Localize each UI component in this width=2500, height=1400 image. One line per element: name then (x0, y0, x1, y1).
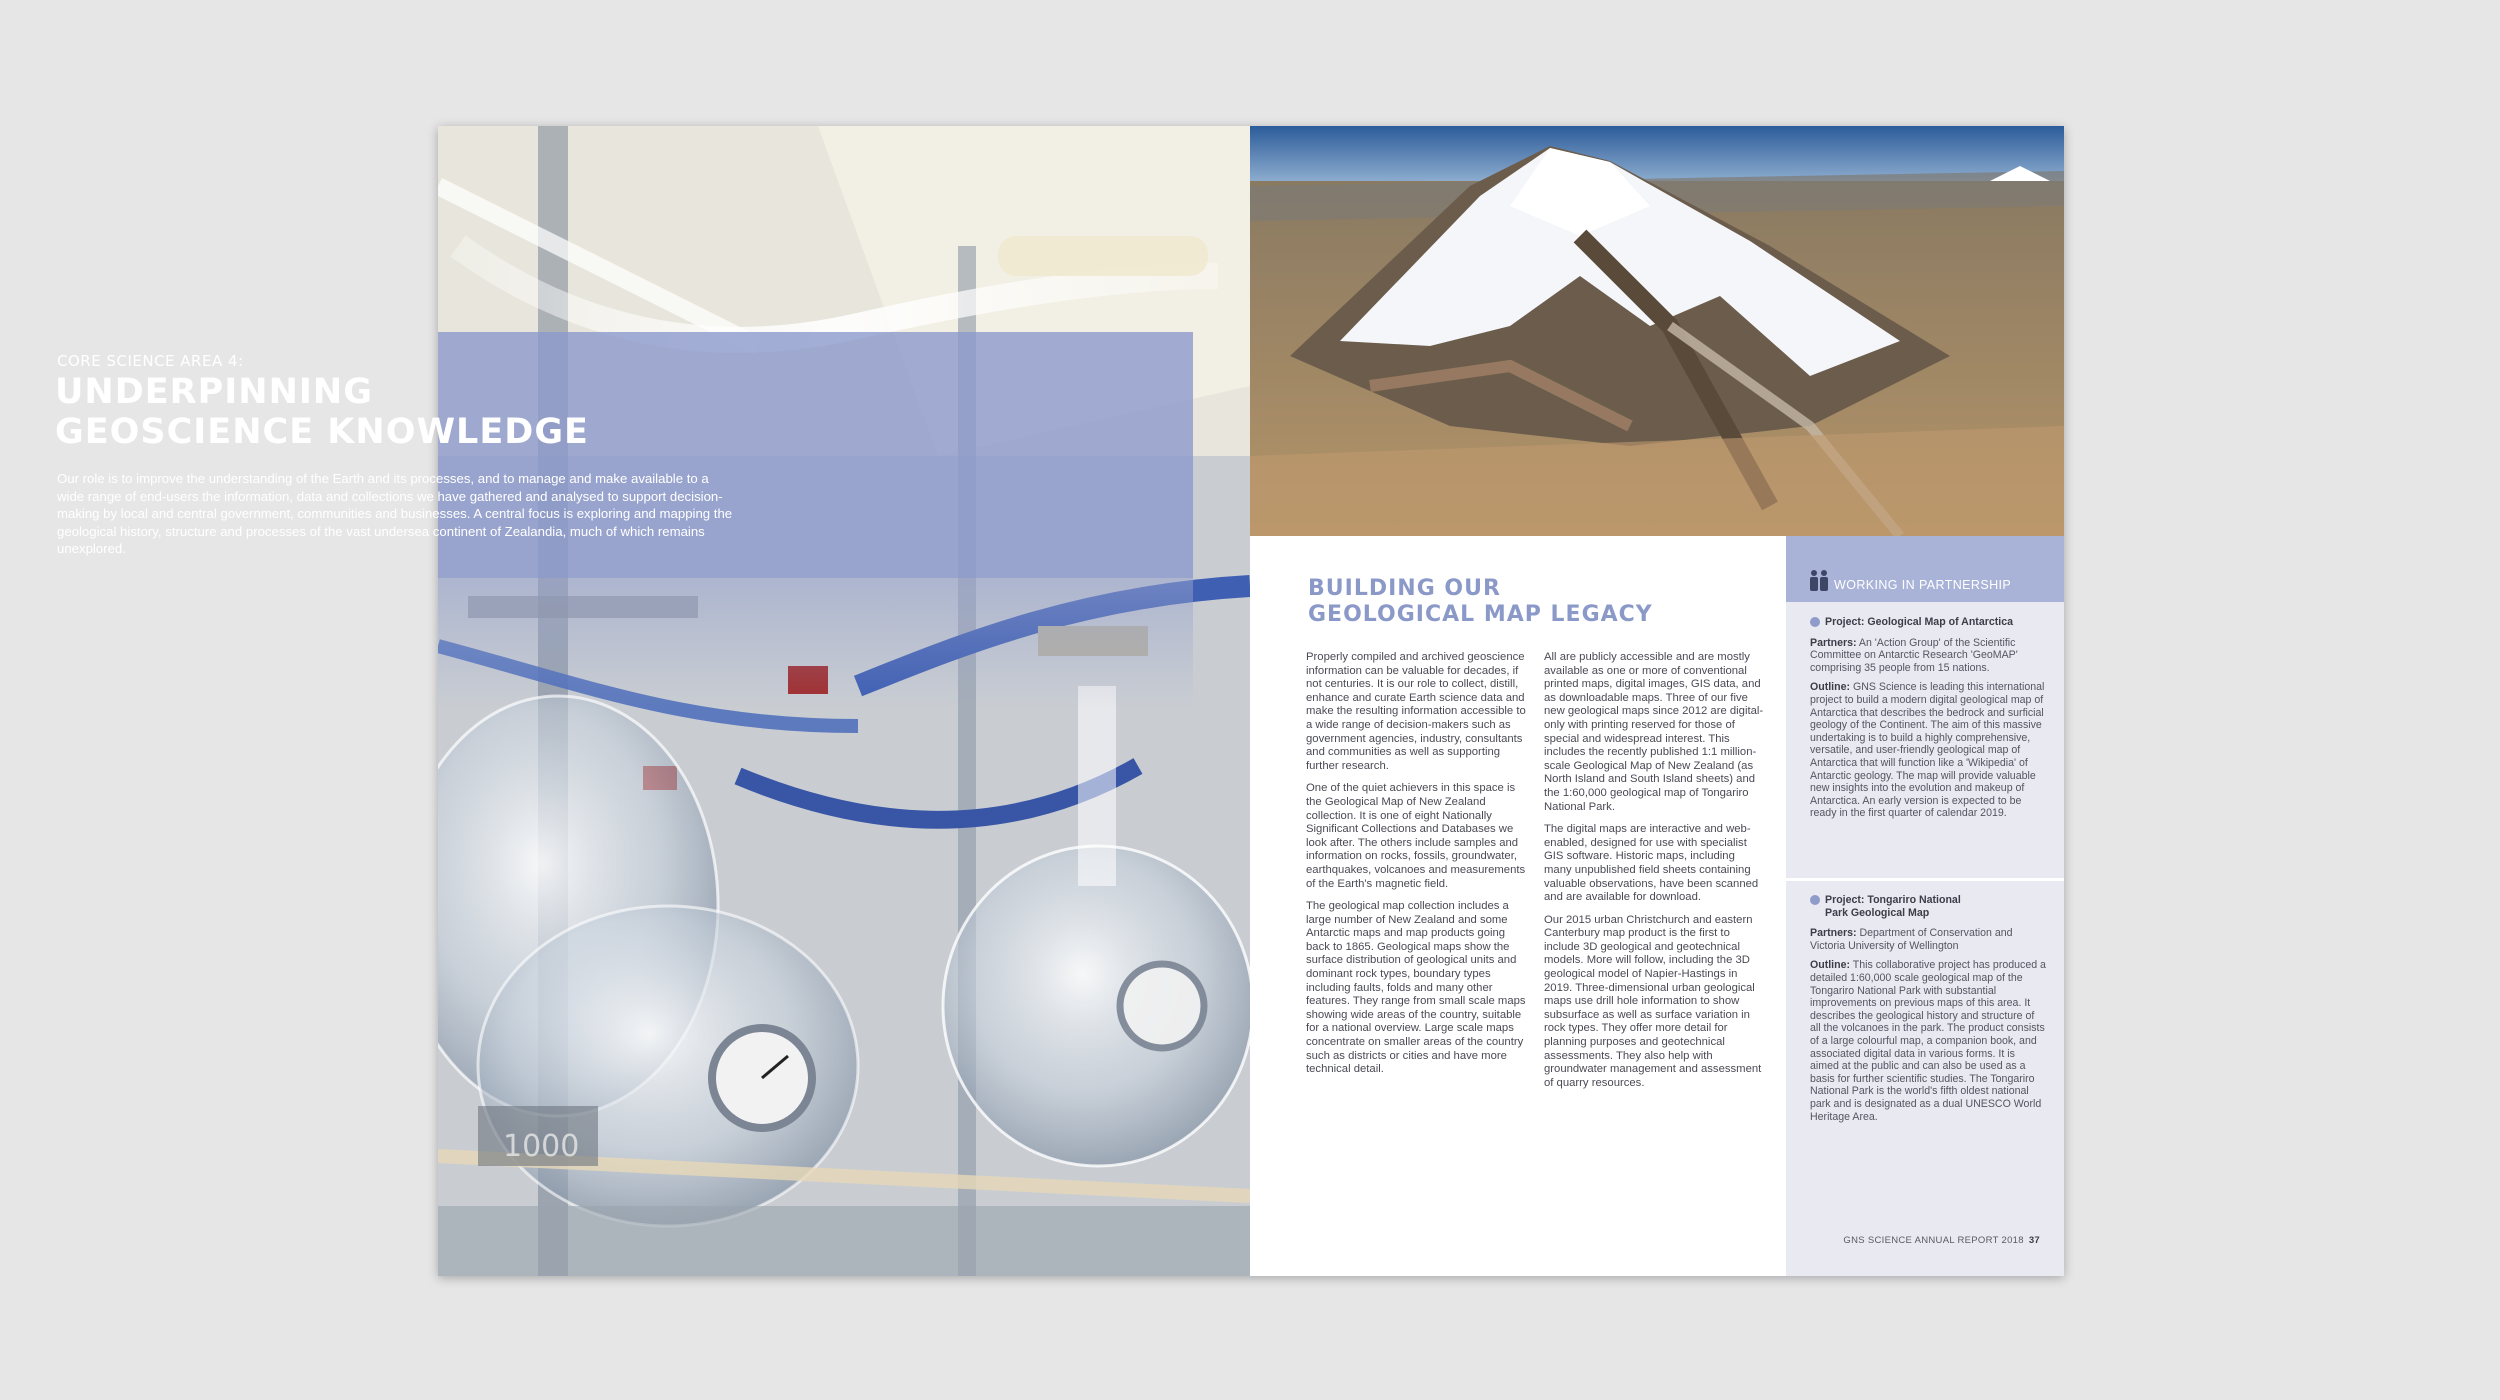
section-eyebrow: CORE SCIENCE AREA 4: (57, 352, 244, 370)
right-page (1250, 126, 2064, 1276)
project-partners (1810, 637, 2046, 675)
project-title-text: Project: Geological Map of Antarctica (1825, 616, 2013, 628)
page-title (55, 372, 735, 452)
outline-text: This collaborative project has produced a detailed 1:60,000 scale geological map of the Tongariro National Park with substantial improvements on previous maps of this area. It describes the geological history and structure of all the volcanoes in the park. The product consists of a large colourful map, a companion book, and associated digital data in various forms. It is aimed at the public and can also be used as a basis for further scientific studies. The Tongariro National Park is the world's fifth oldest national park and is designated as a dual UNESCO World Heritage Area. (1810, 959, 2046, 1123)
project-title (1810, 616, 2046, 629)
project-outline (1810, 681, 2046, 820)
section-heading-line: BUILDING OUR (1308, 576, 1501, 601)
project-partners (1810, 927, 2046, 952)
partners-label: Partners: (1810, 636, 1857, 649)
paragraph: Our 2015 urban Christchurch and eastern Canterbury map product is the first to include 3D geological and geotechnical models. More will follow, including the 3D geological model of Napier-Hastings in 2019. Three-dimensional urban geological maps use drill hole information to show subsurface as well as surface variation in rock types. They offer more detail for planning purposes and geotechnical assessments. They also help with groundwater management and assessment of quarry resources. (1544, 913, 1762, 1089)
project-title-line: Project: Tongariro National (1825, 894, 1961, 906)
footer-report-title: GNS SCIENCE ANNUAL REPORT 2018 (1843, 1235, 2024, 1246)
page-number: 37 (2028, 1235, 2040, 1246)
project-block-antarctica (1810, 616, 2046, 827)
page-title-line: UNDERPINNING (55, 372, 373, 412)
volcano-aerial-photo (1250, 126, 2064, 536)
paragraph: All are publicly accessible and are mostly available as one or more of conventional printed maps, digital images, GIS data, and as downloadable maps. Three of our five new geological maps since 2012 are digital-only with printing reserved for those of special and widespread interest. This includes the recently published 1:1 million-scale Geological Map of New Zealand (as North Island and South Island sheets) and the 1:60,000 geological map of Tongariro National Park. (1544, 651, 1764, 813)
project-block-tongariro (1810, 894, 2046, 1130)
paragraph: Properly compiled and archived geoscience information can be valuable for decades, if not centuries. It is our role to collect, distill, enhance and curate Earth science data and make the resulting information accessible to a wide range of decision-makers such as government agencies, industry, consultants and communities as well as supporting further research. (1306, 651, 1526, 772)
page-footer (1843, 1235, 2040, 1246)
paragraph: The geological map collection includes a large number of New Zealand and some Antarctic maps and map products going back to 1865. Geological maps show the surface distribution of geological units and dominant rock types, boundary types including faults, folds and many other features. They range from small scale maps showing wide areas of the country, suitable for a national overview. Large scale maps concentrate on smaller areas of the country such as districts or cities and have more technical detail. (1306, 900, 1526, 1076)
magazine-spread (438, 126, 2064, 1276)
sidebar-divider (1786, 878, 2064, 881)
partners-text: An 'Action Group' of the Scientific Committee on Antarctic Research 'GeoMAP' comprising 35 people from 15 nations. (1810, 636, 2018, 674)
partners-text: Department of Conservation and Victoria University of Wellington (1810, 927, 2013, 952)
intro-strip (438, 578, 1193, 708)
bullet-icon (1810, 895, 1820, 905)
body-column-1 (1306, 651, 1526, 1086)
paragraph: One of the quiet achievers in this space is the Geological Map of New Zealand collection. It is one of eight Nationally Significant Collections and Databases we look after. The others include samples and information on rocks, fossils, groundwater, earthquakes, volcanoes and measurements of the Earth's magnetic field. (1306, 782, 1526, 890)
body-column-2 (1544, 651, 1764, 1099)
beaker-label-text: 1000 (503, 1129, 580, 1164)
page-title-line: GEOSCIENCE KNOWLEDGE (55, 412, 589, 452)
paragraph: The digital maps are interactive and web-enabled, designed for use with specialist GIS software. Historic maps, including many unpublished field sheets containing valuable observations, have been scanned and are available for download. (1544, 823, 1759, 904)
section-heading (1308, 576, 1748, 628)
sidebar-header (1786, 536, 2064, 602)
left-page (438, 126, 1250, 1276)
outline-text: GNS Science is leading this international project to build a modern digital geological map of Antarctica that describes the bedrock and surficial geology of the Continent. The aim of this massive undertaking is to build a highly comprehensive, versatile, and user-friendly geological map of Antarctica that will function like a 'Wikipedia' of Antarctic geology. The map will provide valuable new insights into the evolution and makeup of Antarctica. An early version is expected to be ready in the first quarter of calendar 2019. (1810, 681, 2045, 820)
sidebar-header-label: WORKING IN PARTNERSHIP (1834, 578, 2012, 592)
people-icon (1808, 569, 1830, 591)
outline-label: Outline: (1810, 959, 1851, 972)
section-heading-line: GEOLOGICAL MAP LEGACY (1308, 602, 1653, 627)
project-title-text (1825, 894, 1961, 919)
project-title-line: Park Geological Map (1825, 906, 1930, 919)
outline-label: Outline: (1810, 681, 1851, 694)
bullet-icon (1810, 617, 1820, 627)
intro-paragraph: Our role is to improve the understanding of the Earth and its processes, and to manage and make available to a wide range of end-users the information, data and collections we have gathered and analysed to support decision-making by local and central government, communities and businesses. A central focus is exploring and mapping the geological history, structure and processes of the vast undersea continent of Zealandia, much of which remains unexplored. (57, 471, 733, 557)
project-outline (1810, 959, 2046, 1123)
project-title (1810, 894, 2046, 919)
partners-label: Partners: (1810, 927, 1857, 940)
